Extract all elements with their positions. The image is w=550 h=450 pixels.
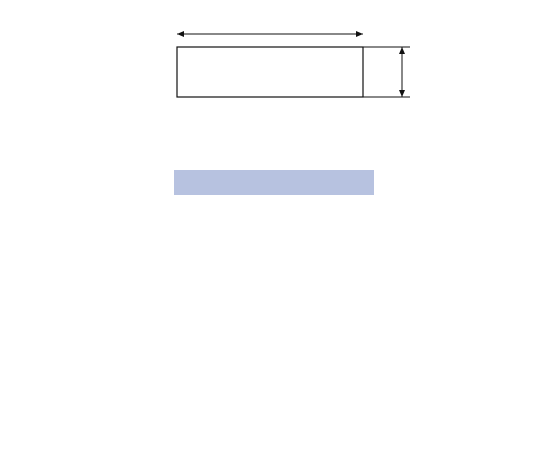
table-header-row bbox=[174, 170, 374, 195]
header-model bbox=[174, 170, 266, 195]
diameter-arrow-top bbox=[399, 47, 405, 54]
dimensions-table bbox=[174, 170, 374, 195]
header-l bbox=[320, 170, 374, 195]
duct-body bbox=[177, 47, 363, 97]
duct-drawing bbox=[0, 0, 550, 140]
length-arrow-right bbox=[356, 31, 363, 37]
diameter-arrow-bottom bbox=[399, 90, 405, 97]
length-arrow-left bbox=[177, 31, 184, 37]
header-d bbox=[266, 170, 320, 195]
